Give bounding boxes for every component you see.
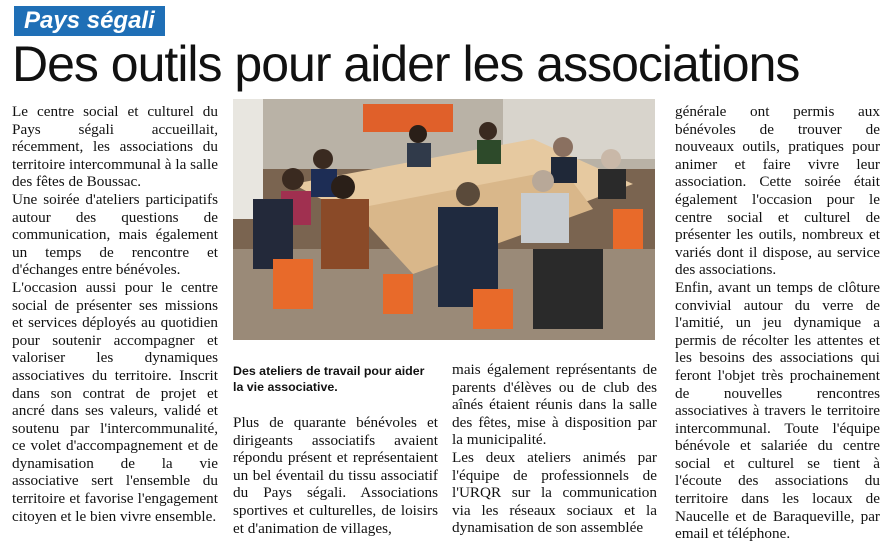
paragraph: Une soirée d'ateliers participatifs autour des questions de communication, mais également un temps de rencontre et d'échanges entre bénévoles. (12, 190, 218, 279)
paragraph: Le centre social et culturel du Pays ségali accueillait, récemment, les associations du territoire intercommunal à la salle des fêtes de Boussac. (12, 103, 218, 191)
article-headline: Des outils pour aider les associations (12, 36, 800, 92)
paragraph: mais également représentants de parents d'élèves ou de club des aînés étaient réunis dans la salle des fêtes, mise à disposition par la municipalité. (452, 361, 657, 449)
article-column-1 (12, 103, 218, 525)
paragraph: L'occasion aussi pour le centre social de présenter ses missions et services déployés au quotidien pour soutenir accompagner et valoriser les dynamiques associatives du territoire. Inscrit dans son contrat de projet et ancré dans ses valeurs, validé et soutenu par l'intercommunalité, ce volet d'accompagnement et de dynamisation de la vie associative sert l'ensemble du territoire et favorise l'engagement citoyen et le bien vivre ensemble. (12, 278, 218, 525)
article-column-4 (675, 103, 880, 543)
paragraph: Enfin, avant un temps de clôture convivial autour du verre de l'amitié, un jeu dynamique a permis de récolter les attentes et les besoins des associations qui feront l'objet très prochainement de nouvelles rencontres associatives à travers le territoire intercommunal. Toute l'équipe bénévole et salariée du centre social et culturel se tient à l'écoute des associations du territoire dans les locaux de Naucelle et de Baraqueville, par email et téléphone. (675, 278, 880, 543)
paragraph: Les deux ateliers animés par l'équipe de professionnels de l'URQR sur la communication via les réseaux sociaux et la dynamisation de son assemblée (452, 448, 657, 537)
meeting-photo-illustration (233, 99, 655, 340)
section-kicker: Pays ségali (14, 6, 165, 36)
article-column-3 (452, 361, 657, 537)
photo-caption: Des ateliers de travail pour aider la vie associative. (233, 364, 425, 394)
paragraph: Plus de quarante bénévoles et dirigeants associatifs avaient répondu présent et représentaient un bel éventail du tissu associatif du Pays ségali. Associations sportives et culturelles, de loisirs et d'animation de villages, (233, 414, 438, 537)
paragraph: générale ont permis aux bénévoles de trouver de nouveaux outils, pratiques pour animer et faire vivre leur association. Cette soirée était également l'occasion pour le centre social et culturel de présenter les outils, nombreux et variés dont il dispose, au service des associations. (675, 103, 880, 279)
meeting-photo (233, 99, 655, 340)
article-column-2 (233, 414, 438, 537)
